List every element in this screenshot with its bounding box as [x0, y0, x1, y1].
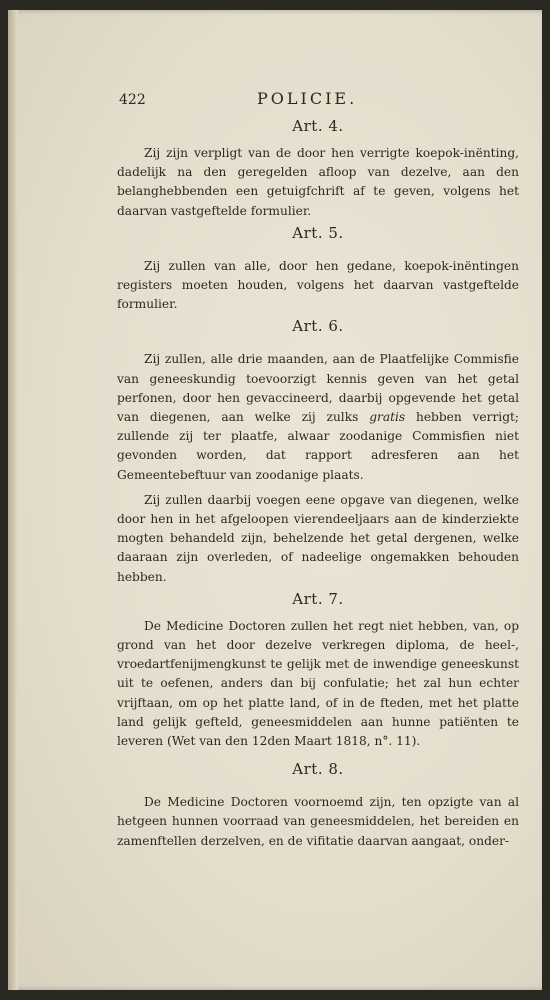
paragraph-text: Zij zullen, alle drie maanden, aan de Plaatfelijke Commisfie van geneeskundig toevoorzigt kennis geven van het getal perfonen, door hen gevaccineerd, daarbij opgevende het getal van diegenen, aan welke zij zulks: [117, 352, 519, 425]
running-head: POLICIE.: [257, 89, 358, 108]
article-heading: Art. 7.: [292, 589, 344, 608]
article-paragraph: [117, 350, 519, 484]
italic-term: gratis: [369, 410, 406, 425]
article-heading: Art. 8.: [292, 760, 344, 779]
page-header: [117, 88, 519, 112]
article-paragraph: De Medicine Doctoren zullen het regt niet hebben, van, op grond van het door dezelve verkregen diploma, de heel-, vroedartfenijmengkunst te gelijk met de inwendige geneeskunst uit te oefenen, anders dan bij confulatie; het zal hun echter vrijftaan, om op het platte land, of in de fteden, met het platte land gelijk gefteld, geneesmiddelen aan hunne patiënten te leveren (Wet van den 12den Maart 1818, n°. 11).: [117, 618, 519, 749]
article-paragraph: Zij zullen van alle, door hen gedane, koepok-inëntingen registers moeten houden, volgens het daarvan vastgeftelde formulier.: [117, 258, 519, 312]
article-paragraph: Zij zullen daarbij voegen eene opgave van diegenen, welke door hen in het afgeloopen vierendeeljaars aan de kinderziekte mogten behandeld zijn, behelzende het getal dergenen, welke daaraan zijn overleden, of nadeelige ongemakken behouden hebben.: [117, 492, 519, 584]
article-paragraph: De Medicine Doctoren voornoemd zijn, ten opzigte van al hetgeen hunnen voorraad van geneesmiddelen, het bereiden en zamenftellen derzelven, en de vifitatie daarvan aangaat, onder-: [117, 795, 519, 848]
article-heading: Art. 5.: [292, 223, 344, 242]
article-heading: Art. 4.: [292, 117, 344, 135]
paragraph-text: hebben verrigt; zullende zij ter plaatfe, alwaar zoodanige Commisfien niet gevonden worden, dat rapport adresferen aan het Gemeentebeftuur van zoodanige plaats.: [117, 410, 520, 482]
article-heading: Art. 6.: [292, 317, 344, 336]
page-text-block: [117, 88, 519, 851]
page-gutter: [8, 10, 18, 990]
page-number: 422: [119, 92, 146, 108]
article-paragraph: Zij zijn verpligt van de door hen verrigte koepok-inënting, dadelijk na den geregelden afloop van dezelve, aan den belanghebbenden een getuigfchrift af te geven, volgens het daarvan vastgeftelde formulier.: [117, 146, 519, 218]
